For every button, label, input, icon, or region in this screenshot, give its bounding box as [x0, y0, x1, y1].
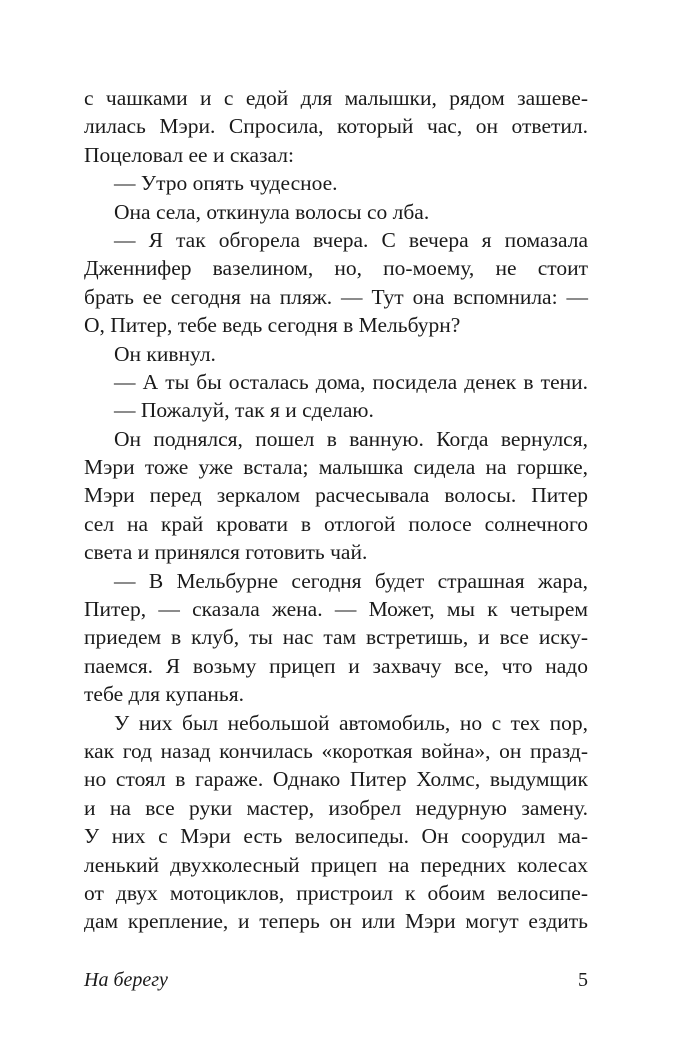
text-line: Мэри перед зеркалом расчесывала волосы. Питер	[84, 483, 588, 508]
text-line: — В Мельбурне сегодня будет страшная жара,	[114, 568, 588, 593]
text-line: как год назад кончилась «короткая война», он празд-	[84, 738, 588, 763]
text-line: с чашками и с едой для малышки, рядом зашеве-	[84, 86, 588, 110]
text-line: ленький двухколесный прицеп на передних колесах	[84, 852, 588, 877]
page-footer	[84, 966, 588, 994]
text-line: У них был небольшой автомобиль, но с тех пор,	[114, 710, 588, 735]
text-line: но стоял в гараже. Однако Питер Холмс, выдумщик	[84, 767, 588, 792]
text-line: — Утро опять чудесное.	[114, 171, 338, 196]
text-line: Мэри тоже уже встала; малышка сидела на горшке,	[84, 455, 588, 480]
text-line: Поцеловал ее и сказал:	[84, 142, 294, 167]
text-line: света и принялся готовить чай.	[84, 540, 368, 565]
text-line: паемся. Я возьму прицеп и захвачу все, что надо	[84, 653, 588, 678]
text-line: Питер, — сказала жена. — Может, мы к четырем	[84, 597, 588, 622]
text-line: от двух мотоциклов, пристроил к обоим велосипе-	[84, 880, 588, 905]
page-number: 5	[578, 969, 588, 991]
text-line: У них с Мэри есть велосипеды. Он соорудил ма-	[84, 824, 588, 849]
text-line: Она села, откинула волосы со лба.	[114, 199, 430, 224]
page-body-text	[84, 84, 588, 936]
text-line: — Пожалуй, так я и сделаю.	[114, 398, 374, 423]
text-line: приедем в клуб, ты нас там встретишь, и все иску-	[84, 625, 588, 650]
text-line: Дженнифер вазелином, но, по-моему, не стоит	[84, 256, 588, 281]
text-line: — А ты бы осталась дома, посидела денек в тени.	[114, 369, 588, 394]
text-line: тебе для купанья.	[84, 682, 244, 707]
text-line: сел на край кровати в отлогой полосе солнечного	[84, 511, 588, 536]
text-line: О, Питер, тебе ведь сегодня в Мельбурн?	[84, 313, 461, 338]
text-line: Он кивнул.	[114, 341, 216, 366]
text-line: брать ее сегодня на пляж. — Тут она вспомнила: —	[84, 284, 588, 309]
text-line: Он поднялся, пошел в ванную. Когда вернулся,	[114, 426, 588, 451]
text-line: дам крепление, и теперь он или Мэри могут ездить	[84, 909, 588, 934]
text-line: и на все руки мастер, изобрел недурную замену.	[84, 795, 588, 820]
text-line: — Я так обгорела вчера. С вечера я помазала	[114, 227, 588, 252]
text-line: лилась Мэри. Спросила, который час, он ответил.	[84, 114, 588, 139]
running-title: На берегу	[84, 969, 168, 991]
